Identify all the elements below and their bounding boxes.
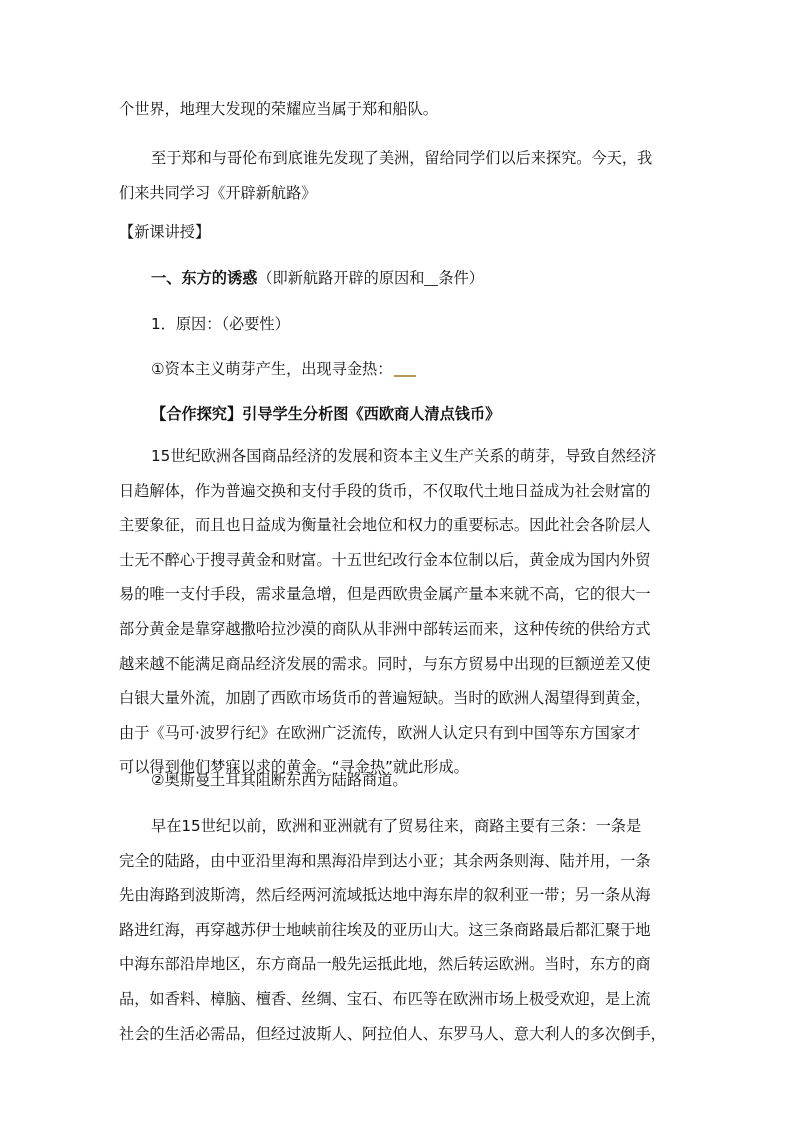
intro-line: 个世界，地理大发现的荣耀应当属于郑和船队。 xyxy=(119,100,438,118)
paragraph-line: 中海东部沿岸地区，东方商品一般先运抵此地，然后转运欧洲。当时，东方的商 xyxy=(119,955,651,974)
section-header: 【新课讲授】 xyxy=(119,223,211,241)
item-reasons: 1．原因：（必要性） xyxy=(151,315,290,333)
paragraph-line: 社会的生活必需品，但经过波斯人、阿拉伯人、东罗马人、意大利人的多次倒手， xyxy=(119,1024,666,1043)
paragraph-line: 品，如香料、樟脑、檀香、丝绸、宝石、布匹等在欧洲市场上极受欢迎，是上流 xyxy=(119,989,651,1008)
heading-text: （即新航路开辟的原因和 xyxy=(257,269,425,287)
intro-paragraph-line: 们来共同学习《开辟新航路》 xyxy=(119,184,317,202)
paragraph-line: 白银大量外流，加剧了西欧市场货币的普遍短缺。当时的欧洲人渴望得到黄金， xyxy=(119,689,651,708)
paragraph-line: 早在15世纪以前，欧洲和亚洲就有了贸易往来，商路主要有三条：一条是 xyxy=(151,817,642,835)
fill-in-blank xyxy=(424,270,438,286)
paragraph-line: 越来越不能满足商品经济发展的需求。同时，与东方贸易中出现的巨额逆差又使 xyxy=(119,654,651,673)
paragraph-trade-routes xyxy=(119,809,679,1051)
paragraph-gold-rush xyxy=(119,439,679,785)
fill-in-blank xyxy=(394,360,416,377)
cooperation-heading xyxy=(151,397,500,431)
paragraph-line: 完全的陆路，由中亚沿里海和黑海沿岸到达小亚；其余两条则海、陆并用，一条 xyxy=(119,851,651,870)
paragraph-line: 先由海路到波斯湾，然后经两河流域抵达地中海东岸的叙利亚一带；另一条从海 xyxy=(119,886,651,905)
paragraph-line: 部分黄金是靠穿越撒哈拉沙漠的商队从非洲中部转运而来，这种传统的供给方式 xyxy=(119,619,651,638)
intro-paragraph-line: 至于郑和与哥伦布到底谁先发现了美洲，留给同学们以后来探究。今天，我 xyxy=(151,149,653,167)
paragraph-line: 由于《马可·波罗行纪》在欧洲广泛流传，欧洲人认定只有到中国等东方国家才 xyxy=(119,723,641,742)
paragraph-line: 可以得到他们梦寐以求的黄金。“寻金热”就此形成。 xyxy=(119,758,469,777)
heading-eastern-temptation xyxy=(151,261,484,295)
item-reason-2: ②奥斯曼土耳其阻断东西方陆路商道。 xyxy=(151,771,408,789)
paragraph-line: 15世纪欧洲各国商品经济的发展和资本主义生产关系的萌芽，导致自然经济 xyxy=(151,447,657,465)
item-reason-1-text: ①资本主义萌芽产生，出现寻金热： xyxy=(151,360,393,378)
paragraph-line: 士无不醉心于搜寻黄金和财富。十五世纪改行金本位制以后，黄金成为国内外贸 xyxy=(119,550,651,569)
paragraph-line: 易的唯一支付手段，需求量急增，但是西欧贵金属产量本来就不高，它的很大一 xyxy=(119,585,651,604)
item-reason-1 xyxy=(151,352,416,386)
cooperation-label: 【合作探究】 xyxy=(151,405,243,423)
paragraph-line: 路进红海，再穿越苏伊士地峡前往埃及的亚历山大。这三条商路最后都汇聚于地 xyxy=(119,920,651,939)
cooperation-text: 引导学生分析图《西欧商人清点钱币》 xyxy=(242,405,501,423)
heading-bold-text: 一、东方的诱惑 xyxy=(151,269,258,287)
paragraph-line: 日趋解体，作为普遍交换和支付手段的货币，不仅取代土地日益成为社会财富的 xyxy=(119,481,651,500)
heading-text-tail: 条件） xyxy=(438,269,484,287)
paragraph-line: 主要象征，而且也日益成为衡量社会地位和权力的重要标志。因此社会各阶层人 xyxy=(119,516,651,535)
